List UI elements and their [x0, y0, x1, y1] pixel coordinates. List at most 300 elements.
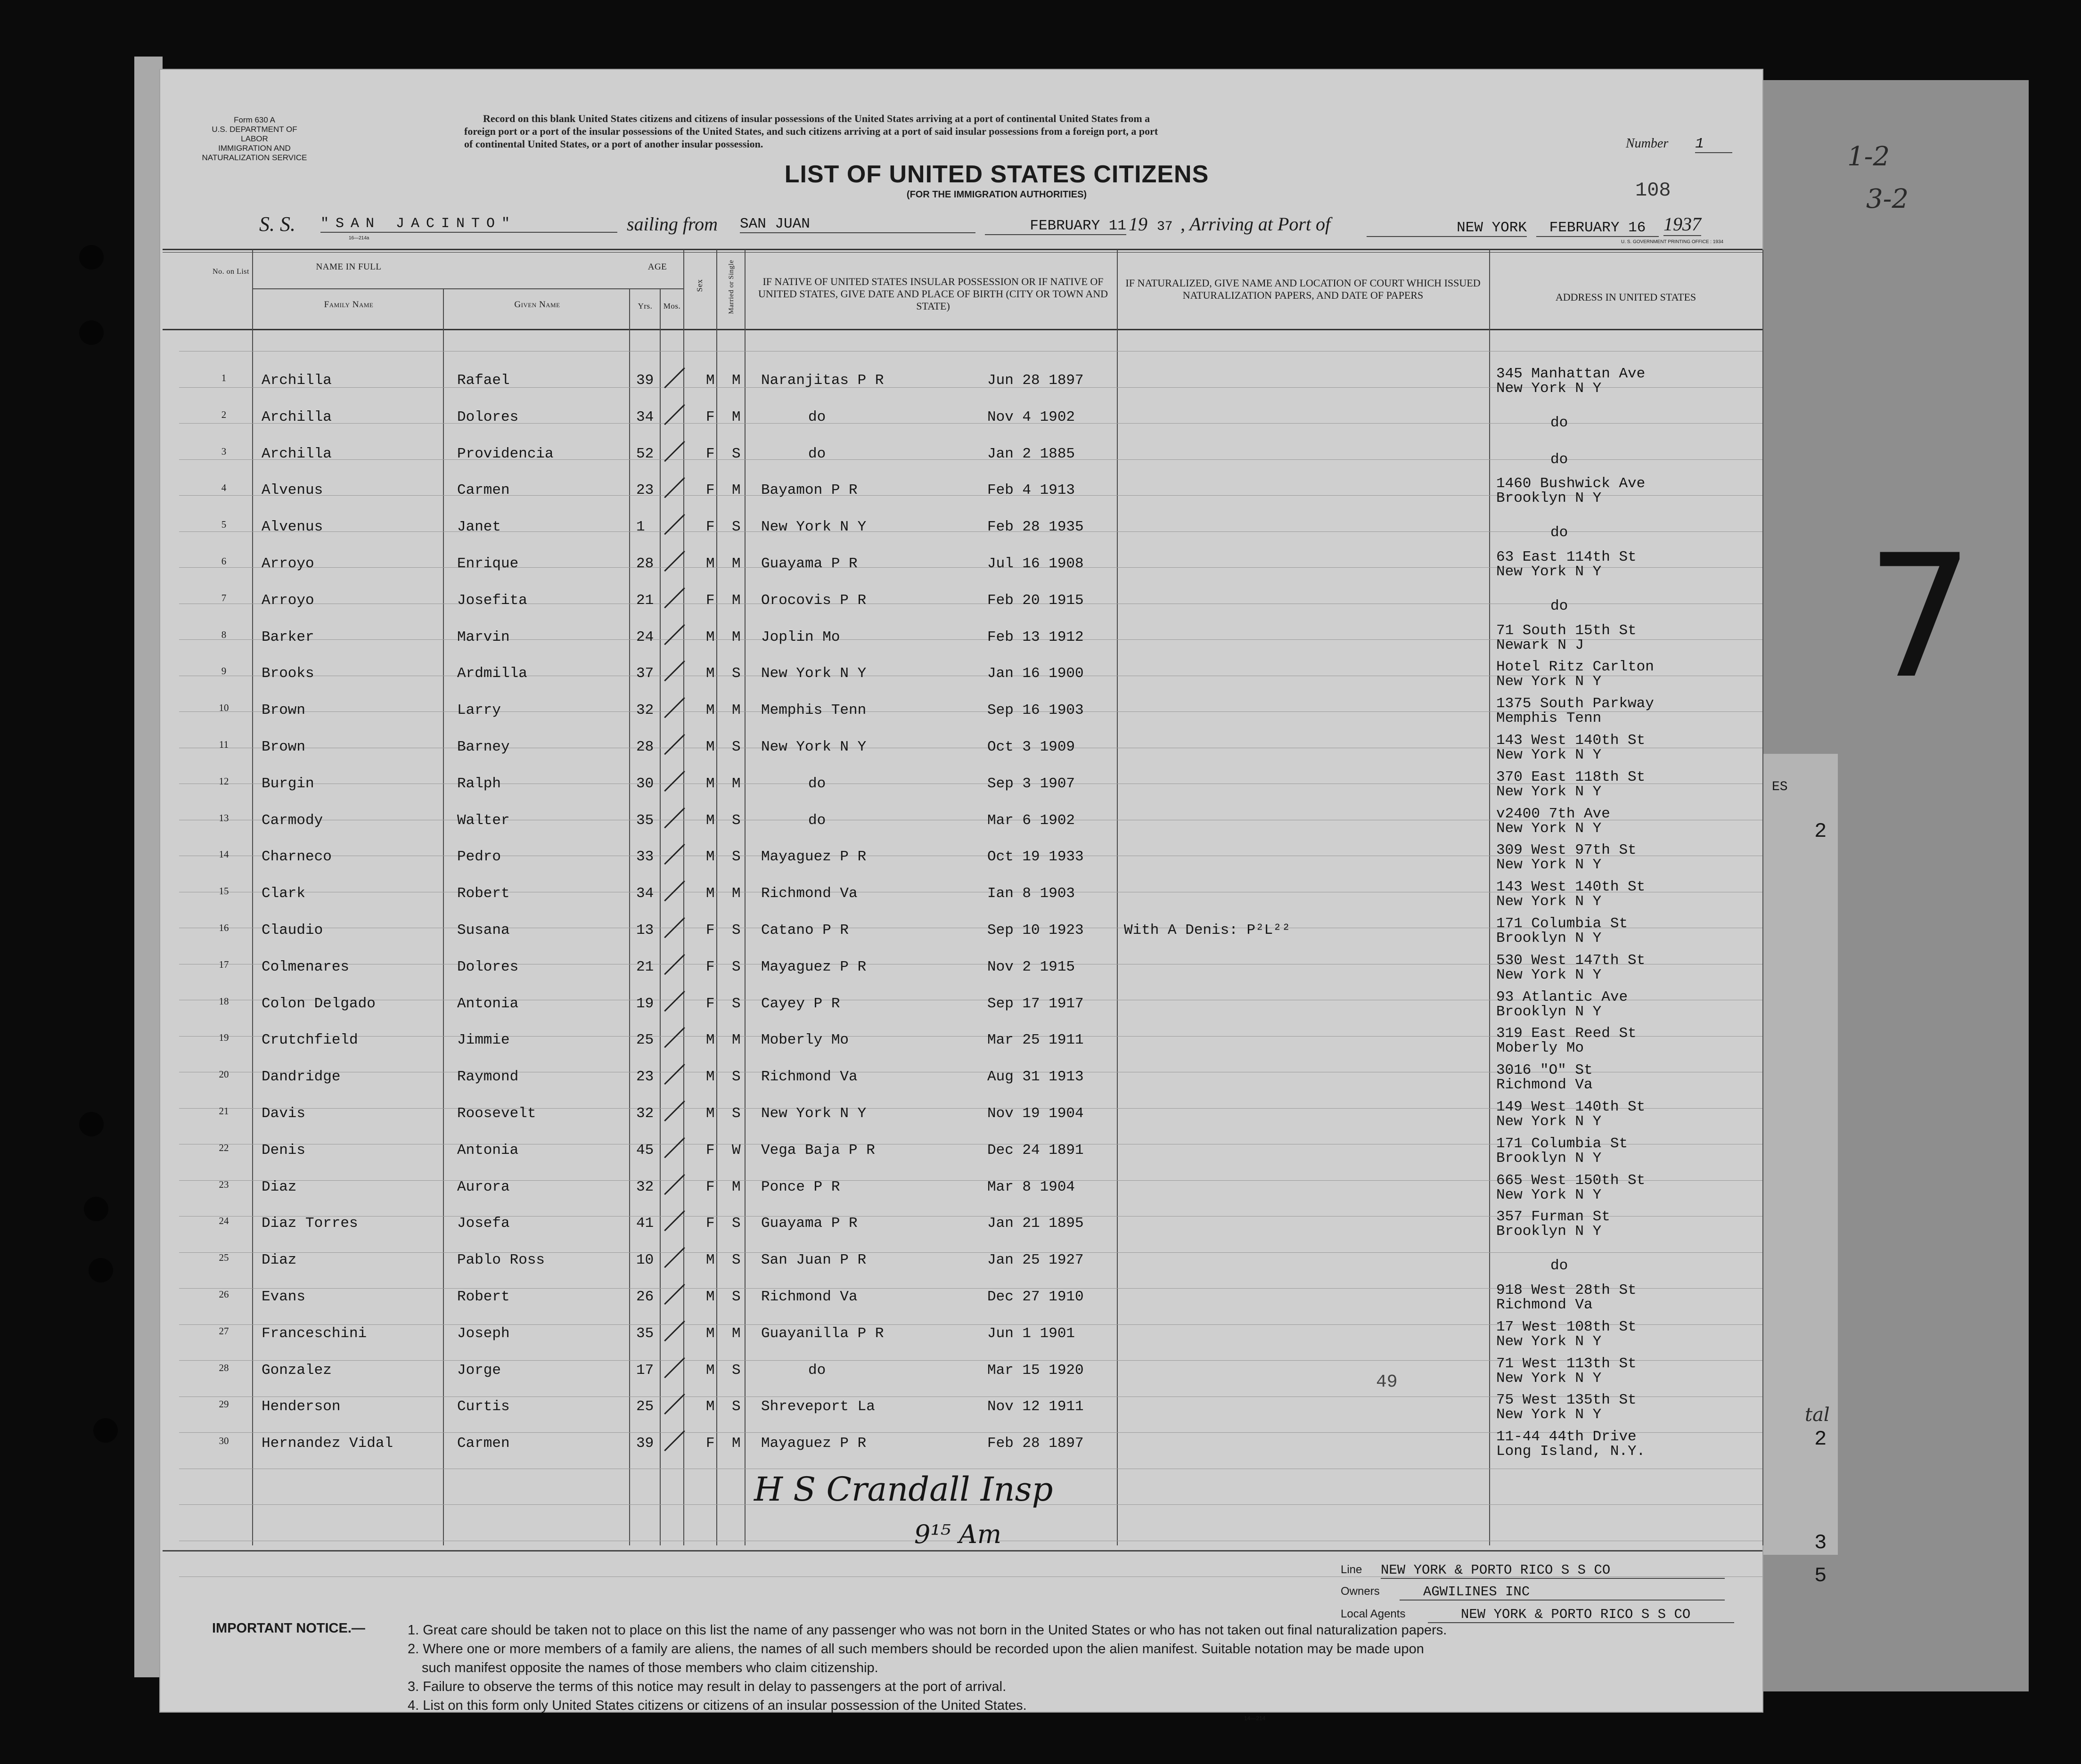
notice-item: 1. Great care should be taken not to place on this list the name of any passenger who was not born in the United States or who has not taken out final naturalization papers. [408, 1623, 1447, 1638]
cell-family: Archilla [262, 372, 332, 389]
cell-addr2: New York N Y [1496, 1113, 1602, 1130]
stamped-page-count: 49 [1376, 1372, 1398, 1392]
service-name-1: IMMIGRATION AND [218, 144, 291, 153]
cell-place: Richmond Va [761, 1289, 858, 1305]
cell-sex: M [706, 702, 715, 719]
edge-text: tal [1805, 1404, 1830, 1426]
cell-family: Brown [262, 702, 306, 719]
cell-addr2: New York N Y [1496, 380, 1602, 397]
cell-place: New York N Y [761, 739, 867, 755]
cell-yrs: 39 [636, 372, 654, 389]
cell-no: 5 [221, 519, 227, 531]
cell-given: Janet [457, 519, 501, 536]
cell-ms: W [732, 1142, 741, 1159]
cell-family: Alvenus [262, 482, 323, 499]
cell-addr2: New York N Y [1496, 893, 1602, 910]
notice-item: 2. Where one or more members of a family are aliens, the names of all such members should be recorded upon the alien manifest. Suitable notation may be made upon [408, 1642, 1424, 1657]
arrival-date: FEBRUARY 16 [1536, 220, 1659, 237]
arrival-port: NEW YORK [1367, 220, 1527, 237]
cell-family: Denis [262, 1142, 306, 1159]
cell-ms: M [732, 482, 741, 499]
cell-given: Antonia [457, 1142, 519, 1159]
cell-family: Brown [262, 739, 306, 755]
cell-yrs: 34 [636, 408, 654, 425]
header-mos: Mos. [663, 302, 681, 310]
cell-date: Ian 8 1903 [987, 885, 1075, 902]
cell-yrs: 32 [636, 1105, 654, 1122]
cell-date: Aug 31 1913 [987, 1069, 1084, 1086]
cell-no: 26 [219, 1289, 229, 1300]
cell-place: do [808, 812, 826, 829]
cell-nat: With A Denis: P²L²² [1124, 922, 1291, 939]
cell-date: Mar 8 1904 [987, 1178, 1075, 1195]
cell-date: Oct 3 1909 [987, 739, 1075, 755]
cell-no: 19 [219, 1032, 229, 1044]
header-yrs: Yrs. [638, 302, 653, 310]
margin-note: 3-2 [1866, 184, 1909, 214]
cell-yrs: 39 [636, 1435, 654, 1452]
cell-addr1: 17 West 108th St [1496, 1318, 1637, 1335]
cell-family: Evans [262, 1289, 306, 1305]
cell-given: Josefa [457, 1215, 510, 1232]
cell-family: Carmody [262, 812, 323, 829]
cell-no: 8 [221, 629, 227, 640]
cell-given: Carmen [457, 482, 510, 499]
cell-addr2: do [1550, 524, 1568, 541]
cell-yrs: 21 [636, 958, 654, 975]
cell-place: Memphis Tenn [761, 702, 867, 719]
header-naturalized: IF NATURALIZED, GIVE NAME AND LOCATION OF COURT WHICH ISSUED NATURALIZATION PAPERS, AND DATE OF PAPERS [1125, 277, 1481, 301]
cell-date: Nov 4 1902 [987, 408, 1075, 425]
cell-ms: S [732, 849, 741, 866]
cell-addr2: New York N Y [1496, 747, 1602, 763]
cell-addr2: New York N Y [1496, 564, 1602, 580]
cell-family: Archilla [262, 445, 332, 462]
cell-addr2: do [1550, 1258, 1568, 1274]
cell-family: Barker [262, 629, 314, 645]
cell-place: New York N Y [761, 665, 867, 682]
from-port: SAN JUAN [740, 216, 975, 233]
header-address: ADDRESS IN UNITED STATES [1555, 291, 1696, 303]
cell-yrs: 17 [636, 1362, 654, 1379]
cell-family: Clark [262, 885, 306, 902]
cell-given: Roosevelt [457, 1105, 536, 1122]
edge-text: 3 [1814, 1531, 1827, 1555]
cell-ms: M [732, 592, 741, 609]
arrival-year: 1937 [1663, 213, 1701, 236]
column-divider [1117, 250, 1118, 1545]
cell-ms: M [732, 885, 741, 902]
cell-ms: M [732, 775, 741, 792]
cell-given: Raymond [457, 1069, 519, 1086]
column-divider [443, 288, 444, 1545]
cell-sex: F [706, 408, 715, 425]
cell-sex: M [706, 775, 715, 792]
cell-place: Mayaguez P R [761, 1435, 867, 1452]
cell-no: 12 [219, 775, 229, 787]
cell-addr1: 71 West 113th St [1496, 1355, 1637, 1372]
binder-hole [89, 1258, 113, 1282]
header-given-name: Given Name [514, 300, 560, 310]
cell-ms: S [732, 958, 741, 975]
cell-family: Arroyo [262, 555, 314, 572]
cell-place: Catano P R [761, 922, 849, 939]
cell-yrs: 34 [636, 885, 654, 902]
column-divider [629, 288, 630, 1545]
instructions-line: Record on this blank United States citizens and citizens of insular possessions of the United States arriving at a port of continental United States from a [483, 113, 1150, 124]
cell-ms: S [732, 922, 741, 939]
cell-yrs: 25 [636, 1398, 654, 1415]
cell-ms: M [732, 1032, 741, 1049]
depart-year-prefix: 19 [1129, 213, 1147, 235]
cell-no: 1 [221, 372, 227, 384]
cell-no: 11 [219, 739, 229, 750]
cell-addr1: 143 West 140th St [1496, 732, 1646, 749]
cell-yrs: 30 [636, 775, 654, 792]
cell-family: Diaz [262, 1178, 297, 1195]
cell-addr1: 319 East Reed St [1496, 1025, 1637, 1042]
cell-family: Archilla [262, 408, 332, 425]
cell-ms: M [732, 629, 741, 645]
cell-family: Colmenares [262, 958, 350, 975]
cell-date: Jan 21 1895 [987, 1215, 1084, 1232]
printer-mark: 16—214a [349, 236, 369, 241]
cell-date: Feb 4 1913 [987, 482, 1075, 499]
ss-label: S. S. [259, 212, 295, 236]
cell-ms: S [732, 1069, 741, 1086]
column-divider [660, 288, 661, 1545]
sailing-label: sailing from [627, 213, 718, 235]
header-no-on-list: No. on List [213, 268, 249, 276]
cell-date: Jan 16 1900 [987, 665, 1084, 682]
cell-date: Nov 2 1915 [987, 958, 1075, 975]
cell-yrs: 35 [636, 1325, 654, 1342]
table-bottom-rule [163, 1550, 1762, 1552]
cell-ms: M [732, 1325, 741, 1342]
cell-place: Shreveport La [761, 1398, 875, 1415]
cell-no: 17 [219, 958, 229, 970]
bottom-print-mark: 14—214 [1244, 1715, 1266, 1722]
cell-date: Feb 20 1915 [987, 592, 1084, 609]
instructions-line: foreign port or a port of the insular possessions of the United States, and such citizens arriving at a port of said insular possessions from a foreign port, a port [464, 125, 1158, 137]
arriving-label: , Arriving at Port of [1180, 213, 1331, 235]
cell-no: 2 [221, 408, 227, 420]
cell-sex: M [706, 665, 715, 682]
cell-sex: M [706, 1032, 715, 1049]
cell-ms: M [732, 555, 741, 572]
cell-addr2: Brooklyn N Y [1496, 1150, 1602, 1167]
cell-place: Guayanilla P R [761, 1325, 884, 1342]
cell-sex: M [706, 739, 715, 755]
depart-date: FEBRUARY 11 [985, 218, 1126, 235]
cell-addr2: New York N Y [1496, 966, 1602, 983]
number-value: 1 [1695, 136, 1732, 153]
notice-title: IMPORTANT NOTICE.— [212, 1621, 365, 1636]
cell-ms: S [732, 1289, 741, 1305]
cell-given: Dolores [457, 958, 519, 975]
cell-addr2: Brooklyn N Y [1496, 930, 1602, 947]
cell-given: Enrique [457, 555, 519, 572]
binder-hole [79, 1112, 104, 1136]
cell-ms: S [732, 445, 741, 462]
cell-addr1: 345 Manhattan Ave [1496, 366, 1646, 382]
cell-no: 14 [219, 849, 229, 860]
cell-addr2: Memphis Tenn [1496, 710, 1602, 727]
cell-addr1: 11-44 44th Drive [1496, 1429, 1637, 1446]
cell-addr1: 357 Furman St [1496, 1209, 1610, 1225]
cell-addr1: 918 West 28th St [1496, 1282, 1637, 1298]
stamped-number: 108 [1635, 179, 1671, 202]
binder-hole [79, 245, 104, 270]
cell-ms: S [732, 1398, 741, 1415]
cell-addr2: Newark N J [1496, 637, 1584, 653]
cell-family: Franceschini [262, 1325, 367, 1342]
header-married-or-single: Married or Single [728, 260, 735, 314]
cell-given: Robert [457, 885, 510, 902]
cell-sex: M [706, 1105, 715, 1122]
cell-sex: M [706, 812, 715, 829]
binder-hole [84, 1197, 108, 1221]
cell-date: Sep 3 1907 [987, 775, 1075, 792]
cell-addr1: 143 West 140th St [1496, 879, 1646, 896]
cell-addr1: 1460 Bushwick Ave [1496, 475, 1646, 492]
cell-sex: F [706, 1435, 715, 1452]
cell-addr2: do [1550, 451, 1568, 468]
instructions-line: of continental United States, or a port of another insular possession. [464, 138, 763, 150]
adjacent-page-edge [134, 57, 163, 1677]
cell-family: Dandridge [262, 1069, 341, 1086]
cell-family: Diaz Torres [262, 1215, 358, 1232]
cell-addr2: New York N Y [1496, 857, 1602, 874]
signature-time: 9¹⁵ Am [914, 1519, 1002, 1549]
column-divider [1762, 250, 1763, 1545]
line-value: NEW YORK & PORTO RICO S S CO [1381, 1562, 1725, 1579]
cell-sex: M [706, 1289, 715, 1305]
cell-ms: S [732, 665, 741, 682]
cell-date: Mar 6 1902 [987, 812, 1075, 829]
cell-place: Naranjitas P R [761, 372, 884, 389]
cell-yrs: 26 [636, 1289, 654, 1305]
cell-sex: M [706, 885, 715, 902]
instructions [464, 112, 1548, 150]
cell-given: Larry [457, 702, 501, 719]
cell-yrs: 1 [636, 519, 645, 536]
cell-date: Feb 28 1935 [987, 519, 1084, 536]
notice-item: 4. List on this form only United States citizens or citizens of an insular possession of the United States. [408, 1698, 1027, 1713]
cell-place: Vega Baja P R [761, 1142, 875, 1159]
cell-yrs: 32 [636, 702, 654, 719]
cell-given: Curtis [457, 1398, 510, 1415]
number-field [1626, 136, 1732, 152]
cell-sex: M [706, 1362, 715, 1379]
cell-ms: M [732, 408, 741, 425]
cell-place: San Juan P R [761, 1252, 867, 1269]
cell-date: Jul 16 1908 [987, 555, 1084, 572]
cell-ms: S [732, 1362, 741, 1379]
cell-given: Providencia [457, 445, 554, 462]
table-header-rule [163, 329, 1762, 330]
service-name-2: NATURALIZATION SERVICE [202, 153, 307, 162]
cell-addr1: 171 Columbia St [1496, 1135, 1628, 1152]
binder-hole [79, 320, 104, 345]
edge-text: 2 [1814, 820, 1827, 843]
cell-addr2: New York N Y [1496, 673, 1602, 690]
notice-item: 3. Failure to observe the terms of this notice may result in delay to passengers at the port of arrival. [408, 1679, 1007, 1694]
agents-value: NEW YORK & PORTO RICO S S CO [1428, 1607, 1734, 1623]
cell-ms: S [732, 739, 741, 755]
cell-yrs: 19 [636, 995, 654, 1012]
cell-addr1: 530 West 147th St [1496, 952, 1646, 969]
cell-no: 29 [219, 1398, 229, 1410]
header-birth: IF NATIVE OF UNITED STATES INSULAR POSSESSION OR IF NATIVE OF UNITED STATES, GIVE DATE AND PLACE OF BIRTH (CITY OR TOWN AND STATE) [758, 276, 1108, 312]
cell-given: Rafael [457, 372, 510, 389]
cell-given: Ralph [457, 775, 501, 792]
cell-place: Richmond Va [761, 885, 858, 902]
cell-yrs: 45 [636, 1142, 654, 1159]
cell-ms: S [732, 995, 741, 1012]
cell-yrs: 28 [636, 739, 654, 755]
cell-ms: S [732, 1105, 741, 1122]
cell-ms: M [732, 372, 741, 389]
cell-family: Brooks [262, 665, 314, 682]
cell-addr2: Brooklyn N Y [1496, 1003, 1602, 1020]
cell-date: Feb 13 1912 [987, 629, 1084, 645]
cell-yrs: 10 [636, 1252, 654, 1269]
cell-sex: F [706, 1142, 715, 1159]
cell-ms: S [732, 1215, 741, 1232]
cell-no: 25 [219, 1252, 229, 1264]
edge-text: 5 [1814, 1564, 1827, 1588]
cell-addr1: 1375 South Parkway [1496, 695, 1654, 712]
cell-ms: M [732, 1435, 741, 1452]
cell-place: Ponce P R [761, 1178, 840, 1195]
table-top-rule [163, 249, 1762, 250]
number-label: Number [1626, 136, 1669, 151]
cell-addr2: New York N Y [1496, 1186, 1602, 1203]
cell-family: Hernandez Vidal [262, 1435, 393, 1452]
cell-addr2: New York N Y [1496, 1370, 1602, 1387]
cell-sex: M [706, 1252, 715, 1269]
cell-place: Moberly Mo [761, 1032, 849, 1049]
cell-sex: F [706, 445, 715, 462]
cell-addr1: 75 West 135th St [1496, 1392, 1637, 1409]
cell-no: 4 [221, 482, 227, 494]
cell-date: Sep 10 1923 [987, 922, 1084, 939]
cell-sex: F [706, 592, 715, 609]
cell-addr2: Brooklyn N Y [1496, 1223, 1602, 1240]
header-age: AGE [647, 262, 667, 272]
cell-no: 27 [219, 1325, 229, 1337]
cell-no: 22 [219, 1142, 229, 1153]
cell-place: Mayaguez P R [761, 849, 867, 866]
cell-place: Richmond Va [761, 1069, 858, 1086]
department-name: U.S. DEPARTMENT OF LABOR [212, 125, 297, 143]
gpo-mark: U. S. GOVERNMENT PRINTING OFFICE : 1934 [1621, 239, 1724, 245]
cell-given: Robert [457, 1289, 510, 1305]
cell-yrs: 37 [636, 665, 654, 682]
cell-addr2: Brooklyn N Y [1496, 490, 1602, 507]
cell-sex: M [706, 1398, 715, 1415]
cell-sex: M [706, 849, 715, 866]
cell-sex: M [706, 1069, 715, 1086]
cell-date: Feb 28 1897 [987, 1435, 1084, 1452]
cell-addr1: 71 South 15th St [1496, 622, 1637, 639]
cell-no: 24 [219, 1215, 229, 1227]
cell-place: Bayamon P R [761, 482, 858, 499]
owners-label: Owners [1341, 1585, 1380, 1598]
cell-no: 23 [219, 1178, 229, 1190]
cell-addr2: Richmond Va [1496, 1297, 1593, 1313]
header-sex: Sex [695, 279, 704, 292]
name-age-subrule [252, 288, 683, 289]
cell-family: Alvenus [262, 519, 323, 536]
cell-given: Joseph [457, 1325, 510, 1342]
form-department-block [198, 115, 311, 163]
cell-sex: M [706, 629, 715, 645]
margin-big-mark: 7 [1866, 518, 1974, 716]
cell-no: 9 [221, 665, 227, 677]
ship-name: "SAN JACINTO" [320, 216, 617, 233]
cell-addr1: 149 West 140th St [1496, 1099, 1646, 1115]
cell-given: Aurora [457, 1178, 510, 1195]
cell-family: Crutchfield [262, 1032, 358, 1049]
page-title: LIST OF UNITED STATES CITIZENS [784, 161, 1209, 188]
cell-no: 21 [219, 1105, 229, 1117]
cell-no: 3 [221, 445, 227, 457]
cell-no: 6 [221, 555, 227, 567]
depart-year-suffix: 37 [1157, 220, 1173, 234]
column-divider [1489, 250, 1490, 1545]
cell-yrs: 23 [636, 1069, 654, 1086]
cell-place: do [808, 775, 826, 792]
cell-addr1: Hotel Ritz Carlton [1496, 659, 1654, 676]
cell-addr2: do [1550, 414, 1568, 431]
cell-no: 16 [219, 922, 229, 933]
cell-yrs: 24 [636, 629, 654, 645]
cell-date: Jun 28 1897 [987, 372, 1084, 389]
edge-text: 2 [1814, 1428, 1827, 1451]
cell-given: Dolores [457, 408, 519, 425]
cell-given: Ardmilla [457, 665, 527, 682]
cell-family: Claudio [262, 922, 323, 939]
cell-place: do [808, 1362, 826, 1379]
cell-place: Orocovis P R [761, 592, 867, 609]
margin-note: 1-2 [1847, 141, 1890, 172]
form-number: Form 630 A [234, 115, 275, 124]
cell-addr1: 370 East 118th St [1496, 768, 1646, 785]
cell-addr1: 93 Atlantic Ave [1496, 988, 1628, 1005]
cell-sex: F [706, 519, 715, 536]
cell-date: Mar 15 1920 [987, 1362, 1084, 1379]
cell-family: Colon Delgado [262, 995, 376, 1012]
cell-no: 13 [219, 812, 229, 824]
cell-no: 15 [219, 885, 229, 897]
cell-place: Guayama P R [761, 555, 858, 572]
cell-date: Jan 2 1885 [987, 445, 1075, 462]
column-divider [683, 250, 684, 1545]
cell-yrs: 28 [636, 555, 654, 572]
cell-family: Charneco [262, 849, 332, 866]
cell-ms: M [732, 702, 741, 719]
cell-addr1: 3016 "O" St [1496, 1062, 1593, 1079]
cell-given: Carmen [457, 1435, 510, 1452]
cell-addr1: 309 West 97th St [1496, 842, 1637, 859]
line-label: Line [1341, 1563, 1362, 1576]
cell-sex: M [706, 1325, 715, 1342]
cell-family: Diaz [262, 1252, 297, 1269]
edge-text: ES [1772, 780, 1788, 794]
cell-ms: M [732, 1178, 741, 1195]
